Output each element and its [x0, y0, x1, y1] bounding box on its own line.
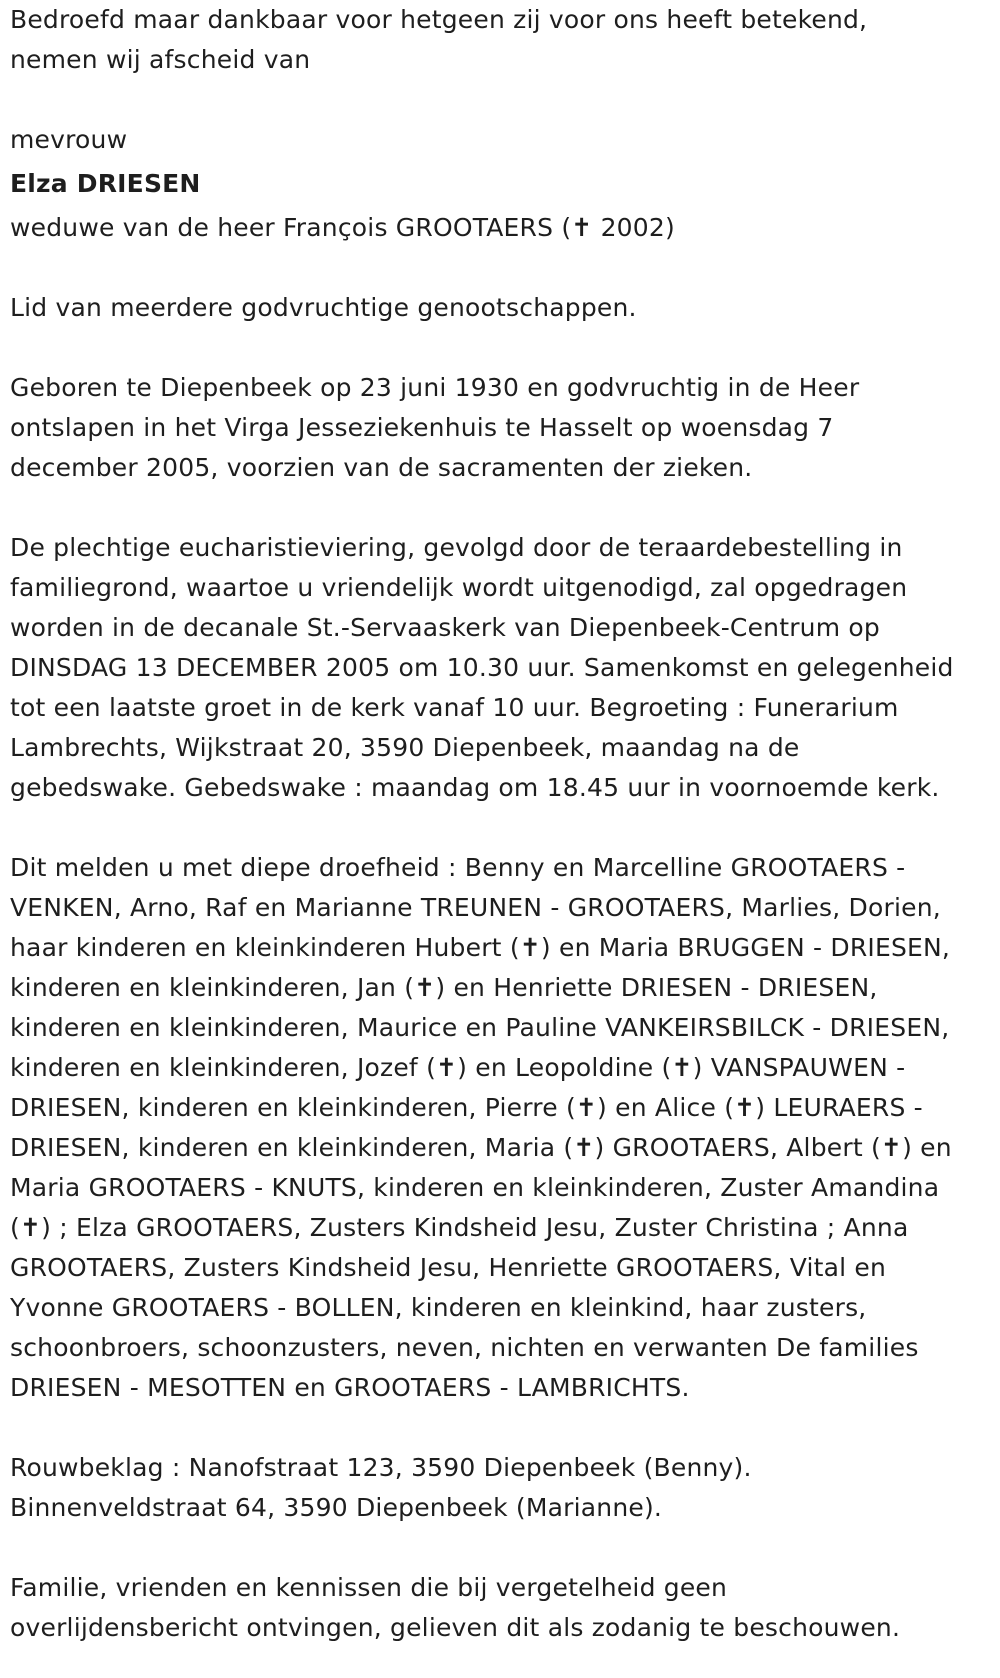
intro-paragraph: [10, 0, 995, 80]
deceased-name: Elza DRIESEN: [10, 169, 201, 198]
ceremony-line: De plechtige eucharistieviering, gevolgd door de teraardebestelling in: [10, 533, 903, 562]
birth-death-line: ontslapen in het Virga Jesseziekenhuis te Hasselt op woensdag 7: [10, 413, 834, 442]
family-line: GROOTAERS, Zusters Kindsheid Jesu, Henriette GROOTAERS, Vital en: [10, 1253, 887, 1282]
intro-line: nemen wij afscheid van: [10, 45, 311, 74]
ceremony-paragraph: [10, 528, 995, 808]
ceremony-line: worden in de decanale St.-Servaaskerk van Diepenbeek-Centrum op: [10, 613, 880, 642]
widow-line: weduwe van de heer François GROOTAERS (✝ 2002): [10, 213, 675, 242]
spacer: [10, 248, 995, 288]
family-line: kinderen en kleinkinderen, Maurice en Pauline VANKEIRSBILCK - DRIESEN,: [10, 1013, 950, 1042]
spacer: [10, 808, 995, 848]
family-line: Yvonne GROOTAERS - BOLLEN, kinderen en kleinkind, haar zusters,: [10, 1293, 867, 1322]
condolence-line: Binnenveldstraat 64, 3590 Diepenbeek (Marianne).: [10, 1493, 663, 1522]
ceremony-line: DINSDAG 13 DECEMBER 2005 om 10.30 uur. Samenkomst en gelegenheid: [10, 653, 954, 682]
spacer: [10, 1408, 995, 1448]
closing-paragraph: [10, 1568, 995, 1648]
condolence-line: Rouwbeklag : Nanofstraat 123, 3590 Diepenbeek (Benny).: [10, 1453, 752, 1482]
birth-death-paragraph: [10, 368, 995, 488]
family-line: kinderen en kleinkinderen, Jan (✝) en Henriette DRIESEN - DRIESEN,: [10, 973, 878, 1002]
family-line: DRIESEN, kinderen en kleinkinderen, Pierre (✝) en Alice (✝) LEURAERS -: [10, 1093, 923, 1122]
ceremony-line: familiegrond, waartoe u vriendelijk wordt uitgenodigd, zal opgedragen: [10, 573, 908, 602]
ceremony-line: Lambrechts, Wijkstraat 20, 3590 Diepenbeek, maandag na de: [10, 733, 800, 762]
family-line: (✝) ; Elza GROOTAERS, Zusters Kindsheid Jesu, Zuster Christina ; Anna: [10, 1213, 909, 1242]
closing-line: Familie, vrienden en kennissen die bij vergetelheid geen: [10, 1573, 728, 1602]
family-line: haar kinderen en kleinkinderen Hubert (✝) en Maria BRUGGEN - DRIESEN,: [10, 933, 951, 962]
spacer: [10, 1528, 995, 1568]
closing-line: overlijdensbericht ontvingen, gelieven dit als zodanig te beschouwen.: [10, 1613, 901, 1642]
spacer: [10, 80, 995, 120]
birth-death-line: december 2005, voorzien van de sacramenten der zieken.: [10, 453, 753, 482]
intro-line: Bedroefd maar dankbaar voor hetgeen zij voor ons heeft betekend,: [10, 5, 868, 34]
birth-death-line: Geboren te Diepenbeek op 23 juni 1930 en godvruchtig in de Heer: [10, 373, 860, 402]
condolence-paragraph: [10, 1448, 995, 1528]
ceremony-line: gebedswake. Gebedswake : maandag om 18.45 uur in voornoemde kerk.: [10, 773, 940, 802]
obituary-notice: [10, 0, 995, 1648]
salutation: mevrouw: [10, 125, 128, 154]
ceremony-line: tot een laatste groet in de kerk vanaf 10 uur. Begroeting : Funerarium: [10, 693, 899, 722]
family-paragraph: [10, 848, 995, 1408]
family-line: Maria GROOTAERS - KNUTS, kinderen en kleinkinderen, Zuster Amandina: [10, 1173, 940, 1202]
family-line: DRIESEN - MESOTTEN en GROOTAERS - LAMBRICHTS.: [10, 1373, 690, 1402]
family-line: schoonbroers, schoonzusters, neven, nichten en verwanten De families: [10, 1333, 919, 1362]
family-line: VENKEN, Arno, Raf en Marianne TREUNEN - GROOTAERS, Marlies, Dorien,: [10, 893, 941, 922]
family-line: kinderen en kleinkinderen, Jozef (✝) en Leopoldine (✝) VANSPAUWEN -: [10, 1053, 906, 1082]
spacer: [10, 328, 995, 368]
family-line: Dit melden u met diepe droefheid : Benny en Marcelline GROOTAERS -: [10, 853, 906, 882]
membership-line: Lid van meerdere godvruchtige genootschappen.: [10, 293, 637, 322]
family-line: DRIESEN, kinderen en kleinkinderen, Maria (✝) GROOTAERS, Albert (✝) en: [10, 1133, 952, 1162]
spacer: [10, 488, 995, 528]
